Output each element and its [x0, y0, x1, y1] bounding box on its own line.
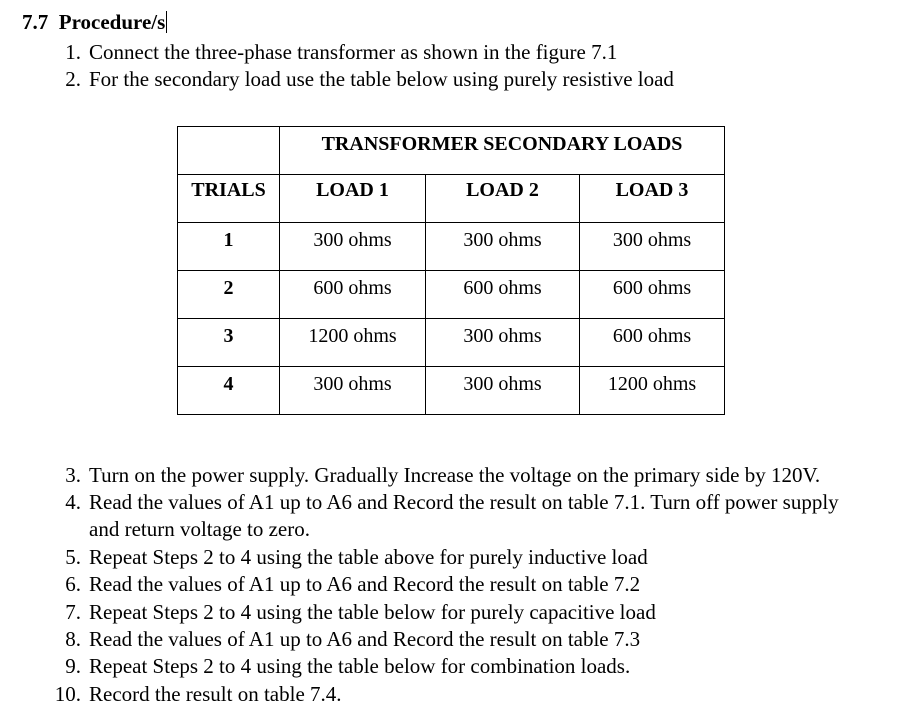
- step-text: Turn on the power supply. Gradually Increase the voltage on the primary side by 120V.: [89, 463, 821, 487]
- step-5: [65, 544, 648, 571]
- step-3: [65, 462, 821, 489]
- step-9: [65, 653, 631, 680]
- step-text: Repeat Steps 2 to 4 using the table below for combination loads.: [89, 654, 631, 678]
- table-header-row: [178, 175, 725, 223]
- step-text: Connect the three-phase transformer as shown in the figure 7.1: [89, 40, 618, 64]
- load-2-cell: 300 ohms: [426, 367, 580, 415]
- load-2-cell: 300 ohms: [426, 223, 580, 271]
- step-1: [65, 39, 618, 66]
- header-load-1: LOAD 1: [280, 175, 426, 223]
- table-row: [178, 319, 725, 367]
- section-title: Procedure/s: [58, 10, 166, 34]
- load-2-cell: 600 ohms: [426, 271, 580, 319]
- load-1-cell: 1200 ohms: [280, 319, 426, 367]
- step-text: Read the values of A1 up to A6 and Record the result on table 7.1. Turn off power supply: [89, 490, 839, 514]
- step-7: [65, 599, 656, 626]
- table-row: [178, 271, 725, 319]
- load-1-cell: 300 ohms: [280, 367, 426, 415]
- header-load-3: LOAD 3: [580, 175, 725, 223]
- load-3-cell: 600 ohms: [580, 271, 725, 319]
- trial-cell: 4: [178, 367, 280, 415]
- step-number: 1.: [65, 40, 81, 64]
- step-number: 7.: [65, 600, 81, 624]
- table-row: [178, 223, 725, 271]
- step-number: 9.: [65, 654, 81, 678]
- load-1-cell: 600 ohms: [280, 271, 426, 319]
- table-title: TRANSFORMER SECONDARY LOADS: [280, 127, 725, 175]
- load-2-cell: 300 ohms: [426, 319, 580, 367]
- step-text: Repeat Steps 2 to 4 using the table above for purely inductive load: [89, 545, 648, 569]
- step-text: Read the values of A1 up to A6 and Record the result on table 7.3: [89, 627, 641, 651]
- trial-cell: 2: [178, 271, 280, 319]
- header-load-2: LOAD 2: [426, 175, 580, 223]
- step-4: [65, 489, 839, 543]
- load-1-cell: 300 ohms: [280, 223, 426, 271]
- step-number: 6.: [65, 572, 81, 596]
- load-3-cell: 1200 ohms: [580, 367, 725, 415]
- trial-cell: 1: [178, 223, 280, 271]
- step-number: 8.: [65, 627, 81, 651]
- step-number: 3.: [65, 463, 81, 487]
- step-text: Read the values of A1 up to A6 and Record the result on table 7.2: [89, 572, 641, 596]
- step-number: 4.: [65, 490, 81, 514]
- header-trials: TRIALS: [178, 175, 280, 223]
- step-10: [54, 681, 342, 708]
- step-number: 5.: [65, 545, 81, 569]
- load-3-cell: 300 ohms: [580, 223, 725, 271]
- step-2: [65, 66, 674, 93]
- load-3-cell: 600 ohms: [580, 319, 725, 367]
- step-number: 2.: [65, 67, 81, 91]
- secondary-loads-table: [177, 126, 725, 415]
- step-number: 10.: [54, 682, 81, 706]
- table-corner-cell: [178, 127, 280, 175]
- trial-cell: 3: [178, 319, 280, 367]
- table-title-row: [178, 127, 725, 175]
- section-heading: [22, 10, 167, 35]
- step-text-continued: and return voltage to zero.: [89, 517, 310, 541]
- step-text: For the secondary load use the table below using purely resistive load: [89, 67, 674, 91]
- step-text: Record the result on table 7.4.: [89, 682, 342, 706]
- table-row: [178, 367, 725, 415]
- section-number: 7.7: [22, 10, 49, 34]
- step-8: [65, 626, 641, 653]
- step-6: [65, 571, 641, 598]
- text-cursor: [166, 11, 167, 33]
- step-text: Repeat Steps 2 to 4 using the table below for purely capacitive load: [89, 600, 656, 624]
